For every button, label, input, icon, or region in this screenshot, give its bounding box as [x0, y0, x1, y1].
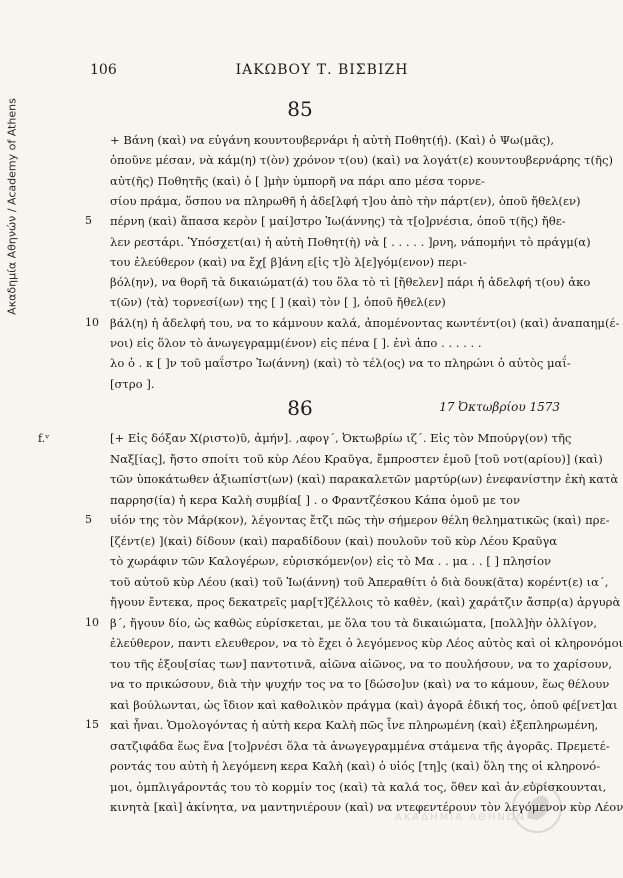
running-head	[90, 62, 554, 80]
text-line	[0, 292, 600, 312]
line-text: [+ Εἰς δόξαν Χ(ριστο)ῦ, ἀμήν]. ,αφογ΄, Ὀκτωβρίω ιζ΄. Εἰς τὸν Μπούργ(ον) τῆς	[110, 431, 572, 445]
text-line	[0, 674, 610, 694]
text-line	[0, 736, 610, 756]
line-text: ἐλεύθερον, παντι ελευθερον, να τὸ ἔχει ὁ λεγόμενος κὺρ Λέος αὐτὸς καὶ οἱ κληρονόμοι	[110, 636, 623, 650]
line-text: νοι) εἰς ὅλον τὸ ἀνωγεγραμμ(ένον) εἰς πένα [ ]. ἐνὶ ἀπο . . . . . .	[110, 336, 482, 350]
line-number: 10	[85, 615, 99, 629]
line-text: καὶ βούλωνται, ὡς ἴδιον καὶ καθολικὸν πράγμα (καὶ) ἀγορᾶ ἐδική τος, ὁποῦ φέ[νετ]αι	[110, 697, 618, 712]
text-line	[0, 211, 600, 231]
text-line	[0, 428, 600, 448]
line-number: 10	[85, 315, 99, 329]
text-line	[0, 551, 600, 571]
line-text: + Βάνη (καὶ) να εὐγάνη κουντουβερνάρι ἡ αὐτὴ Ποθητ(ή). (Καὶ) ὁ Ψω(μᾶς),	[110, 133, 555, 147]
line-text: σίου πράμα, ὅσπου να πληρωθῆ ἡ ἀδε[λφή τ]ου ἀπὸ τὴν πάρτ(εν), ὁποῦ ἤθελ(εν)	[110, 193, 581, 208]
text-line	[0, 592, 621, 612]
line-text: ἤγουν ἔντεκα, προς δεκατρεῖς μαρ[τ]ζέλλοις τὸ καθὲν, (καὶ) χαράτζιν ἄσπρ(α) ἀργυρὰ	[110, 595, 621, 609]
line-text: αὐτ(ῆς) Ποθητῆς (καὶ) ὁ [ ]μὴν ὑμπορῆ να πάρι απο μέσα τορνε-	[110, 173, 485, 188]
line-text: τὸ χωράφιν τῶν Καλογέρων, εὑρισκόμεν⟨ον⟩ εἰς τὸ Μα . . μα . . [ ] πλησίον	[110, 554, 552, 568]
text-line	[0, 353, 600, 373]
text-line	[0, 171, 600, 191]
line-number: 5	[85, 513, 92, 526]
text-line	[0, 272, 600, 292]
line-text: παρρησ(ία) ἡ κερα Καλὴ συμβία[ ] . ο Φραντζέσκου Κάπα ὁμοῦ με τον	[110, 492, 521, 507]
text-line	[0, 252, 600, 272]
text-line	[0, 531, 600, 551]
document-number-85: 85	[287, 97, 313, 121]
text-line	[0, 510, 610, 530]
text-line	[0, 654, 613, 674]
line-number: 15	[85, 718, 99, 731]
line-text: υἱόν της τὸν Μάρ(κον), λέγοντας ἔτζι πῶς τὴν σήμερον θέλη θεληματικῶς (καὶ) πρε-	[110, 513, 610, 527]
academy-watermark	[395, 780, 565, 836]
text-line	[0, 130, 600, 150]
text-line	[0, 756, 600, 776]
line-text: β΄, ἤγουν δίο, ὡς καθὼς εὑρίσκεται, με ὅλα του τὰ δικαιώματα, [πολλ]ὴν ὀλλίγον,	[110, 615, 598, 630]
line-text: λεν ρεστάρι. Ὑπόσχετ(αι) ἡ αὐτὴ Ποθητ(ὴ) νὰ [ . . . . . ]ρνη, νάπομήνι τὸ πράγμ(α)	[110, 234, 591, 249]
header-title: ΙΑΚΩΒΟΥ Τ. ΒΙΣΒΙΖΗ	[235, 62, 409, 78]
line-text: σατζιφάδα ἕως ἕνα [το]ρνέσι ὅλα τὰ ἀνωγεγραμμένα στάμενα τῆς ἀγορᾶς. Πρεμετέ-	[110, 738, 610, 753]
line-text: να το πρικώσουν, διὰ τὴν ψυχήν τος να το [δώσο]υν (καὶ) να το κάμουν, ἕως θέλουν	[110, 677, 610, 691]
side-credit: Ακαδημία Αθηνών / Academy of Athens	[5, 98, 19, 315]
document-date: 17 Ὀκτωβρίου 1573	[439, 400, 560, 414]
line-text: βάλ(η) ἡ ἀδελφή του, να το κάμνουν καλά, ἀπομένοντας κωντέντ(οι) (καὶ) ἀναπαημ(έ-	[110, 315, 620, 330]
line-text: λο ὁ . κ [ ]ν τοῦ μαΐστρο Ἰω(άννη) (καὶ) τὸ τέλ(ος) να το πληρώνι ὁ αὐτὸς μαΐ-	[110, 356, 571, 371]
line-text: [στρο ].	[110, 376, 155, 391]
text-line	[0, 469, 619, 489]
line-text: κινητὰ [καὶ] ἀκίνητα, να μαντηνιέρουν (καὶ) να ντεφεντέρουν τὸν λεγόμενον κὺρ Λέον	[110, 800, 623, 814]
line-text: τῶν ὑποκάτωθεν ἀξιωπίστ(ων) (καὶ) παρακαλετῶν μαρτύρ(ων) ἐνεφανίστην ἐκὴ κατὰ	[110, 472, 619, 486]
line-text: καὶ ἦναι. Ὁμολογόντας ἡ αὐτὴ κερα Καλὴ πῶς ἶνε πληρωμένη (καὶ) ἐξεπληρωμένη,	[110, 718, 599, 732]
line-text: [ζέντ(ε) ](καὶ) δίδουν (καὶ) παραδίδουν (καὶ) πουλοῦν τοῦ κὺρ Λέου Κραῦγα	[110, 533, 558, 548]
line-text: μοι, ὁμπλιγάροντάς του τὸ κορμίν τος (καὶ) τὰ καλά τος, ὅθεν καὶ ἀν εὑρίσκουνται,	[110, 779, 607, 794]
document-number-86: 86	[287, 396, 313, 420]
text-line	[0, 695, 618, 715]
line-text: ροντάς του αὐτὴ ἡ λεγόμενη κερα Καλὴ (καὶ) ὁ υἱός [τη]ς (καὶ) ὅλη της οἱ κληρονό-	[110, 759, 601, 773]
line-text: πέρνη (καὶ) ἅπασα κερὸν [ μαί]στρο Ἰω(άννης) τὰ τ[ο]ρνέσια, ὁποῦ τ(ῆς) ἤθε-	[110, 214, 566, 229]
text-line	[0, 333, 600, 353]
text-line	[0, 633, 623, 653]
folio-mark: f.ᵛ	[38, 432, 50, 445]
athena-head-icon	[509, 780, 565, 836]
text-line	[0, 232, 600, 252]
line-text: βόλ(ην), να θορῆ τὰ δικαιώματ(ά) του ὅλα τὸ τὶ [ἤθελεν] πάρι ἡ ἀδελφή τ(ου) ἀκο	[110, 275, 591, 290]
text-line	[0, 374, 600, 394]
line-text: του τῆς ἐξου[σίας των] παντοτινᾶ, αἰῶνα αἰῶνος, να το πουλήσουν, να το χαρίσουν,	[110, 656, 613, 671]
text-line	[0, 313, 620, 333]
line-number: 5	[85, 214, 92, 228]
page-number: 106	[90, 62, 117, 78]
line-text: Ναξ[ίας], ἤστο σποίτι τοῦ κὺρ Λέου Κραῦγα, ἔμπροστεν ἐμοῦ [τοῦ νοτ(αρίου)] (καὶ)	[110, 451, 603, 466]
text-line	[0, 150, 614, 170]
text-line	[0, 191, 600, 211]
text-line	[0, 613, 600, 633]
line-text: ὁποῦνε μέσαν, νὰ κάμ(η) τ(ὸν) χρόνον τ(ου) (καὶ) να λογάτ(ε) κουντουβερνάρης τ(ῆς)	[110, 153, 614, 168]
line-text: τοῦ αὐτοῦ κὺρ Λέου (καὶ) τοῦ Ἰω(άννη) τοῦ Ἀπεραθίτι ὁ διὰ δουκ(ᾶτα) κορέντ(ε) ια΄,	[110, 574, 609, 589]
line-text: του ἐλεύθερον (καὶ) να ἔχ[ β]άνη ε[ἰς τ]ὸ λ[ε]γόμ(ενον) περι-	[110, 254, 467, 269]
line-text: τ(ῶν) ⟨τὰ⟩ τορνεσί(ων) της [ ] (καὶ) τὸν [ ], ὁποῦ ἤθελ(εν)	[110, 295, 446, 310]
text-line	[0, 715, 600, 735]
text-line	[0, 490, 600, 510]
watermark-text: ΑΚΑΔΗΜΙΑ ΑΘΗΝΩΝ	[395, 812, 527, 823]
text-line	[0, 449, 603, 469]
text-line	[0, 572, 609, 592]
